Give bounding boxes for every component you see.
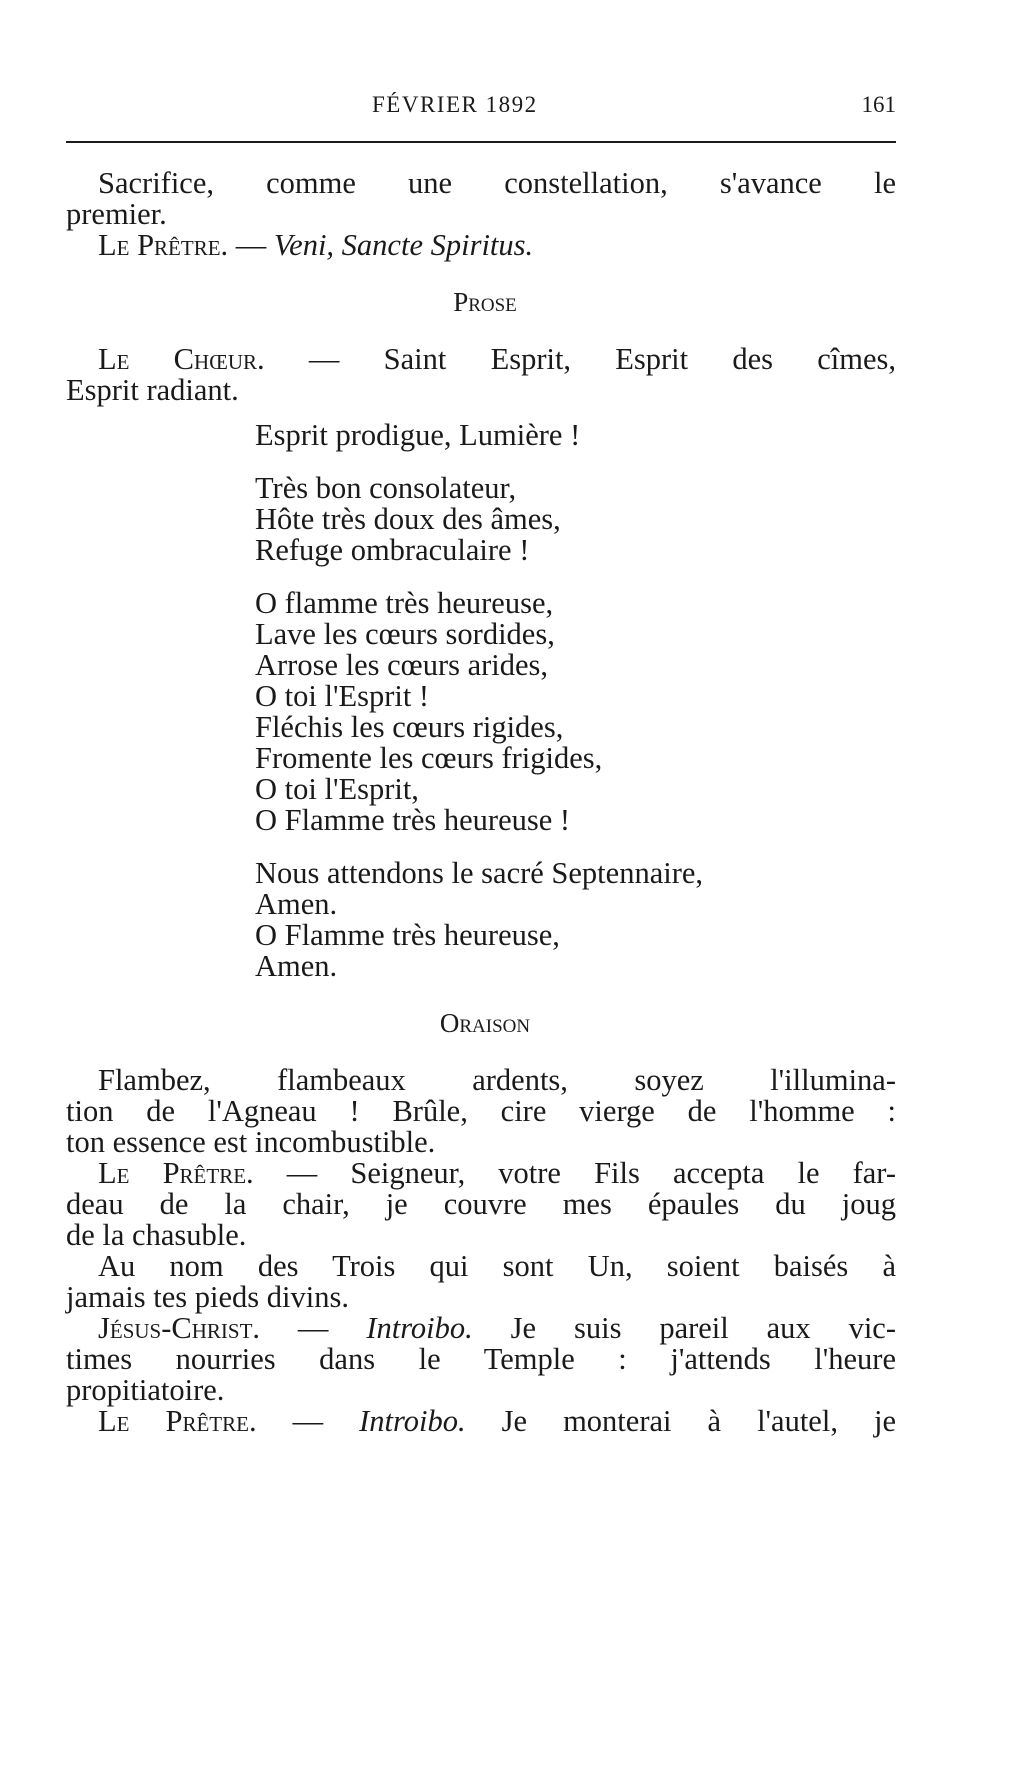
introibo: Introibo. [366,1311,473,1345]
priest-seigneur-line [66,1158,896,1189]
poem-line: Amen. [255,887,338,921]
jesus-introibo-line [66,1313,896,1344]
header-rule [66,141,896,143]
page-number: 161 [861,92,896,117]
speaker-label: Le Prêtre. [98,228,229,262]
oraison-p1-line-2: tion de l'Agneau ! Brûle, cire vierge de l'homme : [66,1094,896,1128]
intro-line-1: Sacrifice, comme une constellation, s'avance le [98,166,896,200]
poem-line: Très bon consolateur, [255,471,517,505]
poem-line: Hôte très doux des âmes, [255,502,561,536]
poem-line: Esprit prodigue, Lumière ! [255,418,581,452]
speaker-label: Le Chœur. [98,342,265,376]
oraison-p2-line-2: deau de la chair, je couvre mes épaules du joug [66,1187,896,1221]
oraison-p3-line-2: jamais tes pieds divins. [66,1280,349,1314]
poem-line: O toi l'Esprit ! [255,679,430,713]
priest-veni-line [66,230,896,261]
page-body [66,168,896,1437]
poem-line: O Flamme très heureuse ! [255,803,571,837]
jesus-introibo-text: Je suis pareil aux vic- [472,1311,896,1345]
veni-sancte: Veni, Sancte Spiritus. [273,228,534,262]
oraison-p4-line-3: propitiatoire. [66,1373,225,1407]
introibo: Introibo. [359,1404,466,1438]
priest-introibo-line [66,1406,896,1437]
poem-line: Refuge ombraculaire ! [255,533,530,567]
speaker-label: Le Prêtre. [98,1156,254,1190]
dash: — [256,1404,360,1438]
oraison-p2-line-3: de la chasuble. [66,1218,247,1252]
poem-line: O flamme très heureuse, [255,586,554,620]
choir-line-1-text: Saint Esprit, Esprit des cîmes, [383,342,897,376]
dash: — [264,342,384,376]
page-header [66,92,896,126]
speaker-label: Jésus-Christ. [98,1311,261,1345]
poem-line: Arrose les cœurs arides, [255,648,549,682]
intro-line-2: premier. [66,197,167,231]
poem-line: Nous attendons le sacré Septennaire, [255,856,704,890]
dash: — [260,1311,367,1345]
priest-introibo-text: Je monterai à l'autel, je [465,1404,896,1438]
oraison-heading: Oraison [439,1008,531,1038]
oraison-p4-line-2: times nourries dans le Temple : j'attends l'heure [66,1342,896,1376]
poem-line: O Flamme très heureuse, [255,918,560,952]
poem-line: Lave les cœurs sordides, [255,617,555,651]
oraison-p1-line-1: Flambez, flambeaux ardents, soyez l'illumina- [98,1063,896,1097]
dash: — [253,1156,351,1190]
oraison-p3-line-1: Au nom des Trois qui sont Un, soient baisés à [98,1249,896,1283]
oraison-p1-line-3: ton essence est incombustible. [66,1125,436,1159]
dash: — [228,228,274,262]
choir-line-1 [66,344,896,375]
speaker-label: Le Prêtre. [98,1404,257,1438]
poem-line: Fromente les cœurs frigides, [255,741,603,775]
choir-line-2: Esprit radiant. [66,373,239,407]
priest-seigneur-text: Seigneur, votre Fils accepta le far- [350,1156,897,1190]
poem-line: Fléchis les cœurs rigides, [255,710,564,744]
running-title: FÉVRIER 1892 [372,92,538,117]
poem-line: O toi l'Esprit, [255,772,419,806]
poem-line: Amen. [255,949,338,983]
prose-heading: Prose [453,287,517,317]
